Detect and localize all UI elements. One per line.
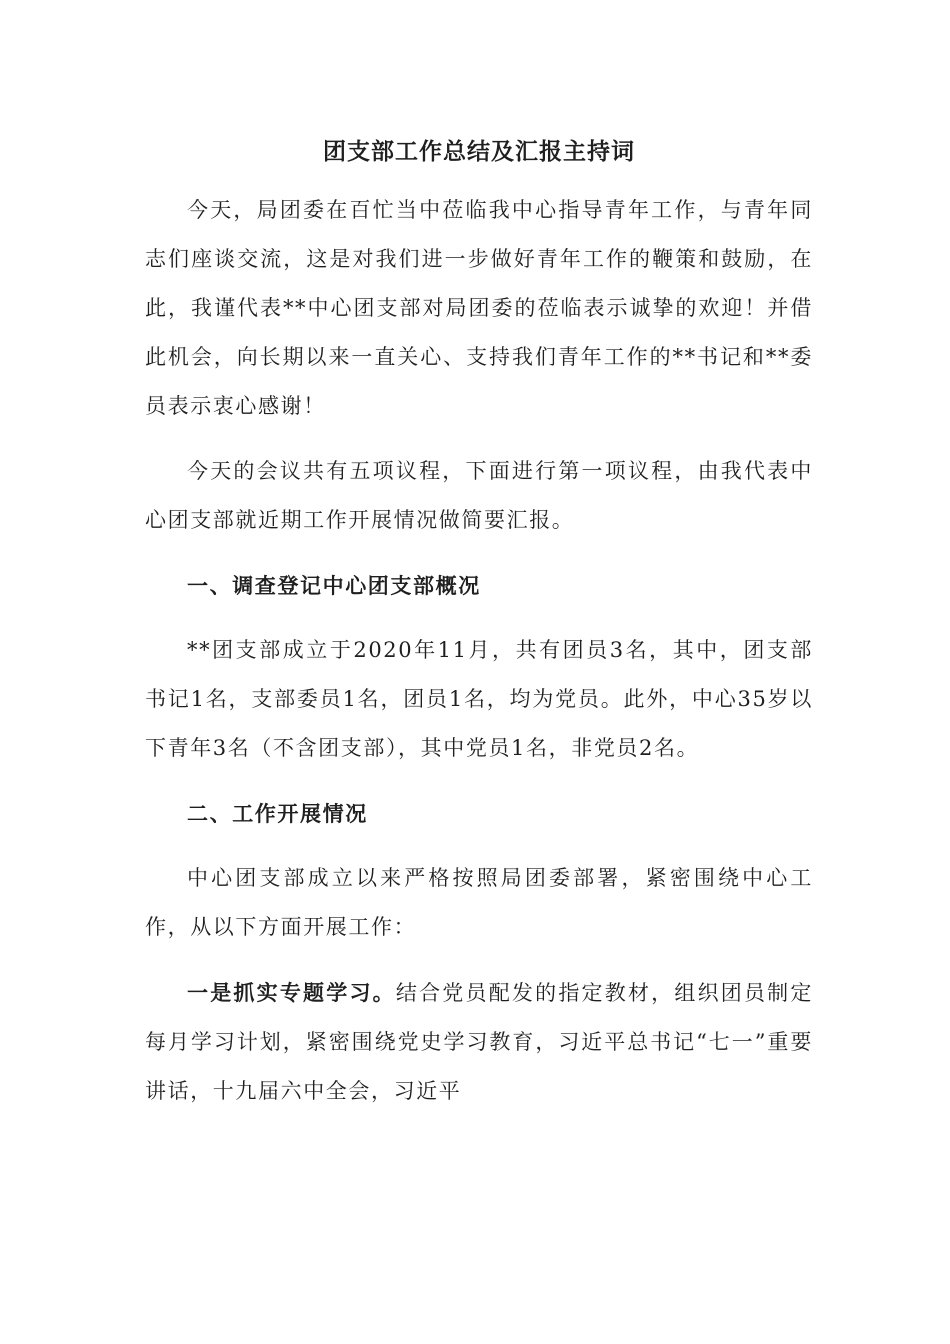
paragraph-overview: **团支部成立于2020年11月，共有团员3名，其中，团支部书记1名，支部委员1名，团员1名，均为党员。此外，中心35岁以下青年3名（不含团支部），其中党员1名，非党员2名。 (145, 638, 813, 760)
section-heading-overview: 一、调查登记中心团支部概况 (187, 573, 481, 598)
paragraph-agenda: 今天的会议共有五项议程，下面进行第一项议程，由我代表中心团支部就近期工作开展情况做简要汇报。 (145, 459, 813, 532)
paragraph-study (145, 968, 813, 1116)
document-page (145, 128, 813, 1132)
document-title: 团支部工作总结及汇报主持词 (323, 138, 635, 165)
section-heading-work: 二、工作开展情况 (187, 801, 368, 826)
paragraph-work-intro: 中心团支部成立以来严格按照局团委部署，紧密围绕中心工作，从以下方面开展工作： (145, 866, 813, 939)
paragraph-study-lead: 一是抓实专题学习。 (187, 980, 396, 1005)
paragraph-study-body: 结合党员配发的指定教材，组织团员制定每月学习计划，紧密围绕党史学习教育，习近平总书记“七一”重要讲话，十九届六中全会，习近平 (145, 981, 813, 1103)
paragraph-welcome: 今天，局团委在百忙当中莅临我中心指导青年工作，与青年同志们座谈交流，这是对我们进一步做好青年工作的鞭策和鼓励，在此，我谨代表**中心团支部对局团委的莅临表示诚挚的欢迎！并借此机会，向长期以来一直关心、支持我们青年工作的**书记和**委员表示衷心感谢！ (145, 198, 813, 418)
